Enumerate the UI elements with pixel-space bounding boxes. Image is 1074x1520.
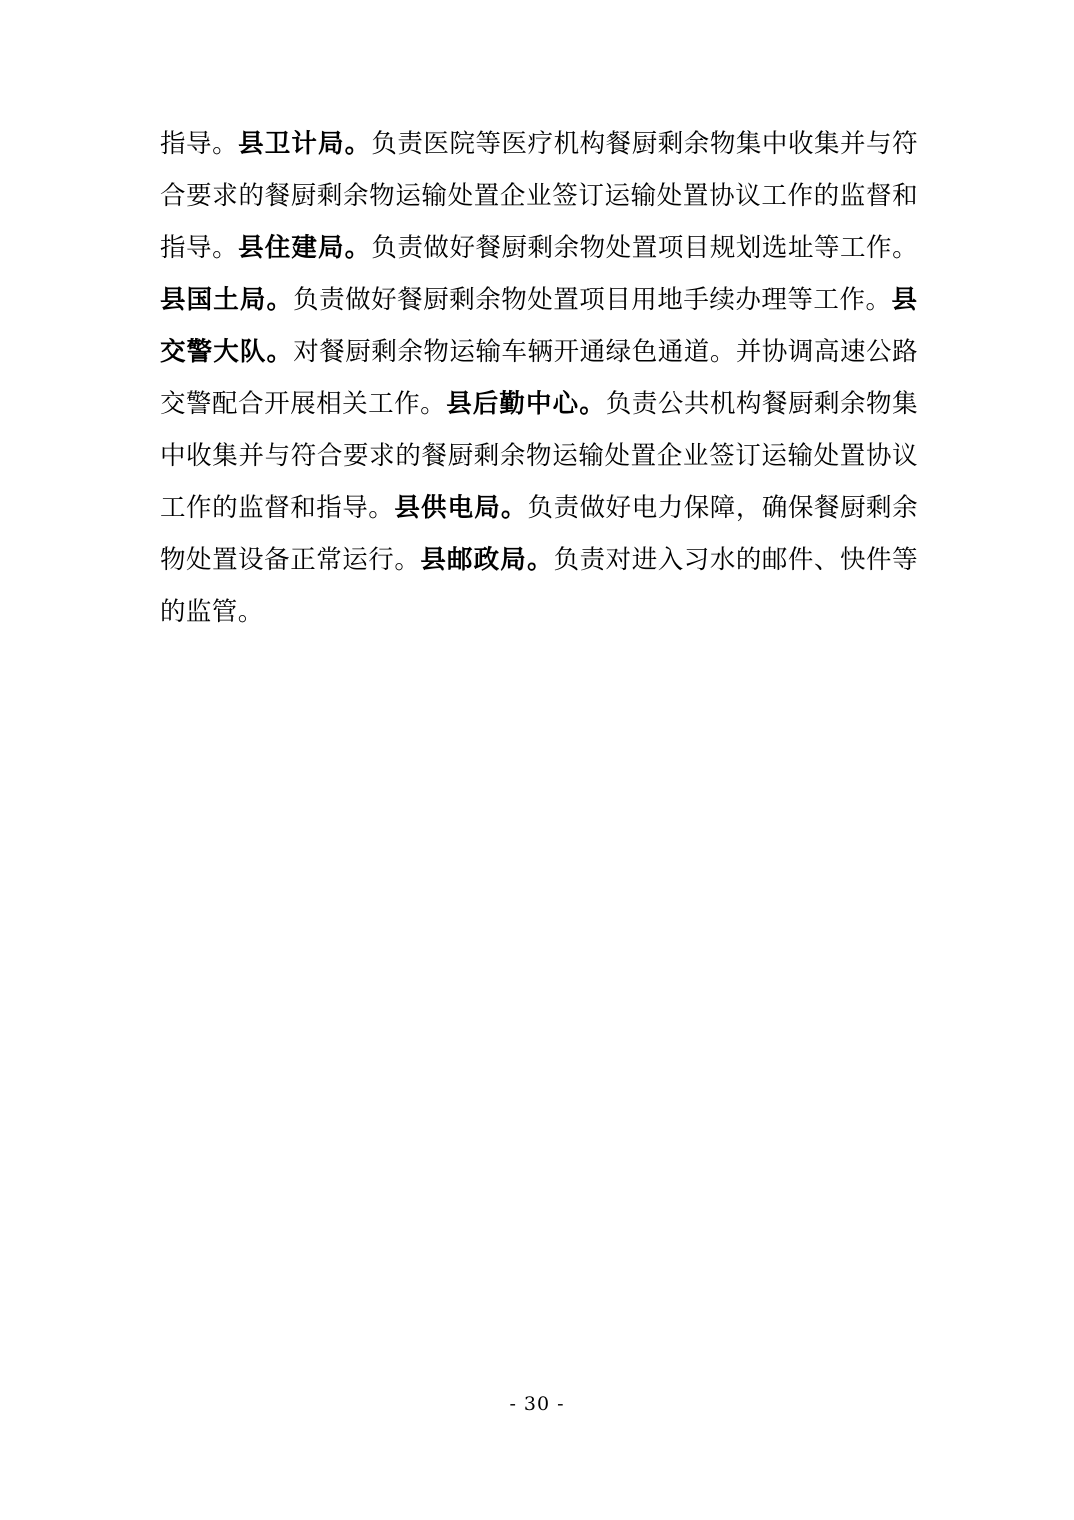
paragraph-text-run: 负责对进入习水的邮件、快件等的监管。 bbox=[160, 545, 918, 627]
paragraph-text-run: 指导。 bbox=[160, 129, 239, 159]
organization-name: 县卫计局。 bbox=[238, 129, 372, 159]
organization-name: 县国土局。 bbox=[160, 285, 294, 315]
organization-name: 县邮政局。 bbox=[420, 545, 554, 575]
paragraph-text-run: 负责公共机构餐厨剩余物集中收集并与符合要求的餐厨剩余物运输处置企业签订运输处置协议工作的监督和指导。 bbox=[160, 389, 918, 523]
organization-name: 县交警大队。 bbox=[160, 285, 918, 367]
organization-name: 县后勤中心。 bbox=[446, 389, 606, 419]
paragraph-text-run: 负责做好餐厨剩余物处置项目规划选址等工作。 bbox=[371, 233, 918, 263]
paragraph-text-run: 负责做好餐厨剩余物处置项目用地手续办理等工作。 bbox=[293, 285, 892, 315]
organization-name: 县供电局。 bbox=[394, 493, 528, 523]
page-content bbox=[160, 118, 918, 638]
paragraph-text-run: 负责医院等医疗机构餐厨剩余物集中收集并与符合要求的餐厨剩余物运输处置企业签订运输处置协议工作的监督和指导。 bbox=[160, 129, 918, 263]
page-footer bbox=[0, 1393, 1074, 1415]
page-number: - 30 - bbox=[509, 1393, 565, 1415]
organization-name: 县住建局。 bbox=[238, 233, 372, 263]
body-paragraph bbox=[160, 118, 918, 638]
paragraph-text-run: 对餐厨剩余物运输车辆开通绿色通道。并协调高速公路交警配合开展相关工作。 bbox=[160, 337, 918, 419]
paragraph-text-run: 负责做好电力保障，确保餐厨剩余物处置设备正常运行。 bbox=[160, 493, 918, 575]
